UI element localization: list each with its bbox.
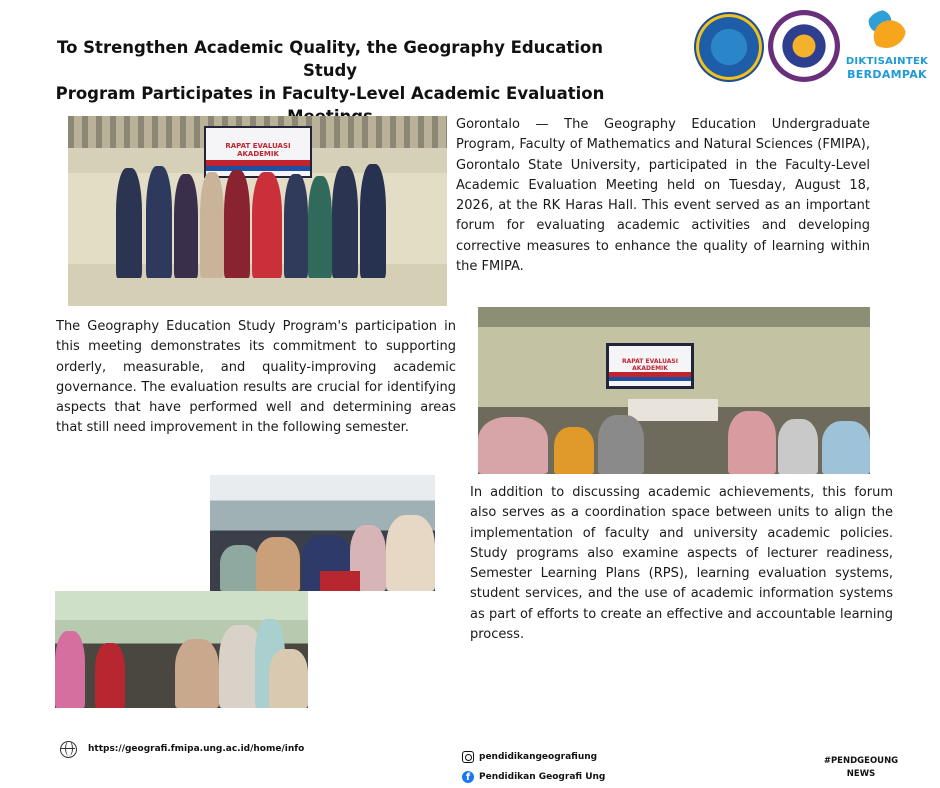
facebook-page[interactable]: Pendidikan Geografi Ung xyxy=(479,772,606,782)
diktisaintek-tagline: BERDAMPAK xyxy=(847,68,927,81)
audience-photo-1 xyxy=(210,475,435,591)
website-link[interactable]: https://geografi.fmipa.ung.ac.id/home/info xyxy=(88,744,305,754)
meeting-room-photo xyxy=(478,307,870,474)
diktisaintek-wordmark: DIKTISAINTEK xyxy=(845,56,929,67)
title-line-2: Program Participates in Faculty-Level Academic Evaluation xyxy=(55,84,605,103)
diktisaintek-logo xyxy=(842,6,932,86)
group-photo xyxy=(68,116,447,306)
audience-photo-2 xyxy=(55,591,308,708)
screen-title: RAPAT EVALUASI AKADEMIK xyxy=(225,142,291,158)
hashtag-line-2: NEWS xyxy=(846,769,876,779)
hashtag-line-1: #PENDGEOUNG xyxy=(823,756,899,766)
universitas-negeri-gorontalo-seal-icon xyxy=(768,10,840,82)
participation-paragraph: The Geography Education Study Program's participation in this meeting demonstrates its commitment to supporting orderly, measurable, and quality-improving academic governance. The evaluation results are crucial for identifying aspects that have performed well and determining areas that still need improvement in the following semester. xyxy=(56,319,456,436)
instagram-handle[interactable]: pendidikangeografiung xyxy=(479,752,598,762)
facebook-icon: f xyxy=(462,771,474,783)
intro-paragraph: Gorontalo — The Geography Education Undergraduate Program, Faculty of Mathematics and Natural Sciences (FMIPA), Gorontalo State University, participated in the Faculty-Level Academic Evaluation Meeting held on Tuesday, August 18, 2026, at the RK Haras Hall. This event served as an important forum for evaluating academic activities and developing corrective measures to enhance the quality of learning within the FMIPA. xyxy=(456,117,870,275)
title-line-1: To Strengthen Academic Quality, the Geography Education Study xyxy=(57,38,603,80)
diktisaintek-logo-icon xyxy=(866,10,906,48)
coordination-paragraph: In addition to discussing academic achievements, this forum also serves as a coordination space between units to align the implementation of faculty and university academic policies. Study programs also examine aspects of lecturer readiness, Semester Learning Plans (RPS), learning evaluation systems, student services, and the use of academic information systems as part of efforts to create an effective and accountable learning process. xyxy=(470,485,893,643)
globe-icon xyxy=(60,741,77,758)
instagram-icon xyxy=(462,751,474,763)
tut-wuri-handayani-logo-icon xyxy=(694,12,764,82)
hashtag xyxy=(812,755,910,781)
screen-title-2: RAPAT EVALUASI AKADEMIK xyxy=(622,358,678,372)
header-logos xyxy=(692,6,932,86)
